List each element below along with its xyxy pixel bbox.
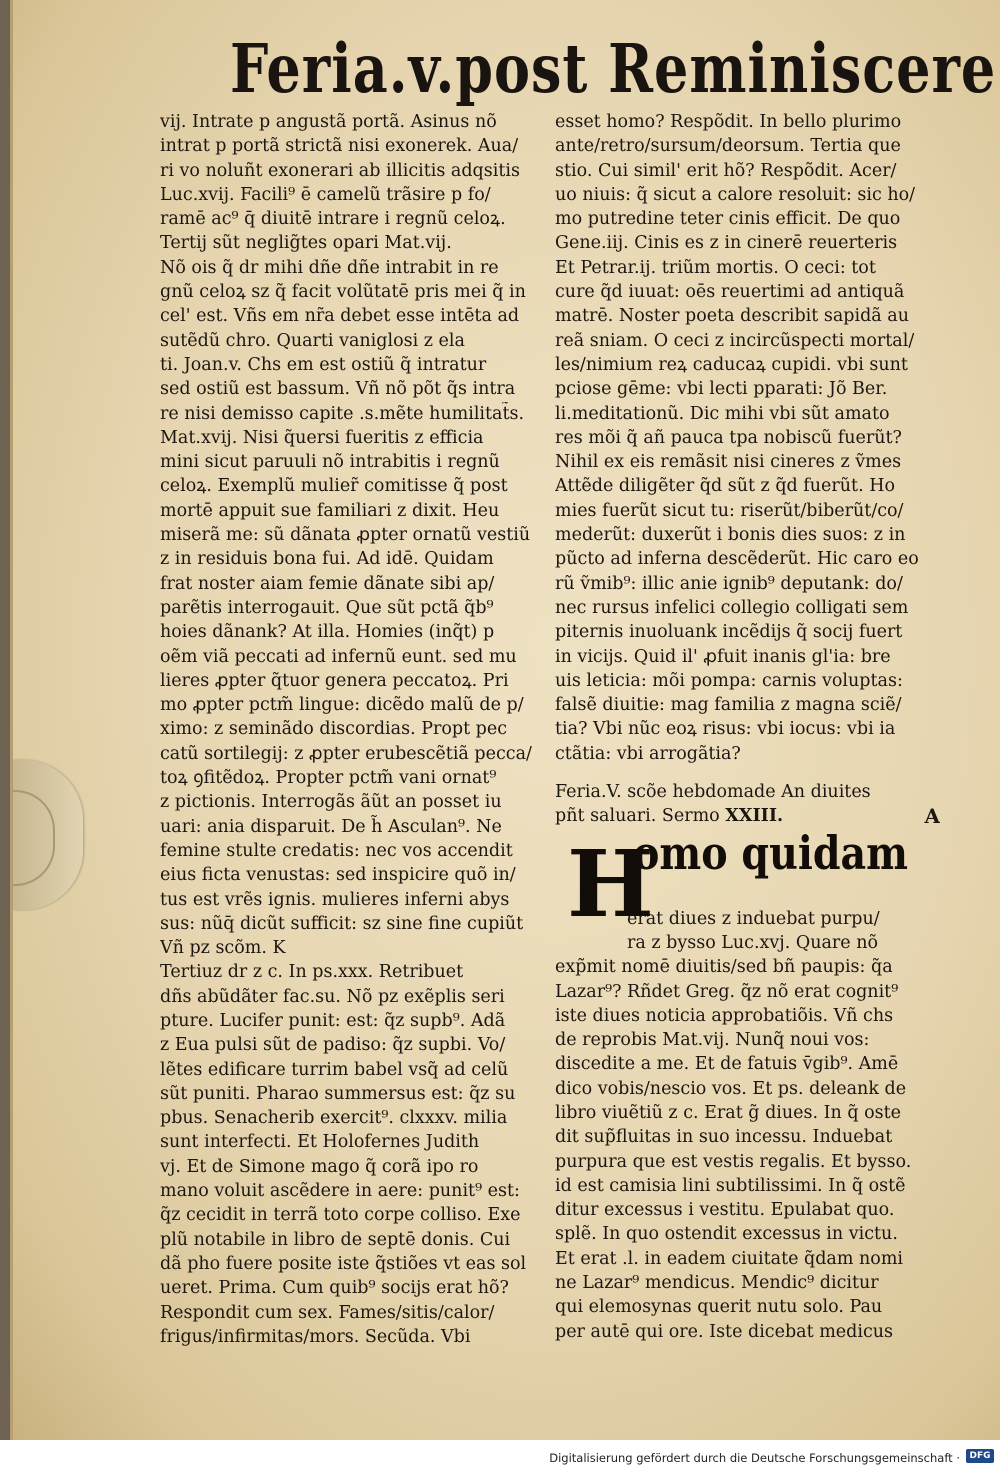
right-column: [555, 110, 940, 1344]
text-line: re nisi demisso capite .s.mẽte humilitat̃s.: [160, 403, 525, 424]
text-line: rũ ṽmib⁹: illic anie ignib⁹ deputank: do/: [555, 573, 903, 594]
text-line: Mat.xvij. Nisi q̃uersi fueritis z efficia: [160, 427, 484, 448]
text-line: ramē ac⁹ q̄ diuitē intrare i regnũ celoꝝ.: [160, 209, 506, 230]
text-line: ctãtia: vbi arrogãtia?: [555, 743, 741, 764]
text-line: sutẽdũ chro. Quarti vaniglosi z ela: [160, 330, 465, 351]
text-line: pbus. Senacherib exercit⁹. clxxxv. milia: [160, 1108, 508, 1129]
text-line: oẽm viã peccati ad infernũ eunt. sed mu: [160, 646, 517, 667]
text-line: per autē qui ore. Iste dicebat medicus: [555, 1321, 893, 1342]
text-line: toꝝ ꝯfitẽdoꝝ. Propter pctm̃ vani ornat⁹: [160, 768, 497, 789]
text-line: in vicijs. Quid il' ꝓfuit inanis gl'ia: bre: [555, 646, 891, 667]
decorated-initial: H: [567, 829, 654, 938]
text-line: Et Petrar.ij. triũm mortis. O ceci: tot: [555, 257, 876, 278]
sermon-number: XXIII.: [725, 806, 784, 827]
text-line: z in residuis bona fui. Ad idē. Quidam: [160, 549, 494, 570]
text-line: eius ficta venustas: sed inspicire quõ in/: [160, 865, 516, 886]
text-line: iste diues noticia approbatiõis. Vñ chs: [555, 1005, 894, 1026]
text-line: falsẽ diuitie: mag familia z magna sciẽ/: [555, 695, 902, 716]
text-line: mini sicut paruuli nõ intrabitis i regnũ: [160, 452, 500, 473]
text-line: Et erat .l. in eadem ciuitate q̃dam nomi: [555, 1248, 904, 1269]
text-line: catũ sortilegij: z ꝓpter erubescẽtiã pecca/: [160, 743, 532, 764]
text-line: z Eua pulsi sũt de padiso: q̃z supbi. Vo/: [160, 1035, 506, 1056]
text-line: hoies dãnank? At illa. Homies (inq̃t) p: [160, 622, 495, 643]
text-line: pciose gēme: vbi lecti pparati: Jõ Ber.: [555, 379, 888, 400]
text-line: z pictionis. Interrogãs ãũt an posset iu: [160, 792, 502, 813]
text-line: Lazar⁹? Rñdet Greg. q̃z nõ erat cognit⁹: [555, 981, 899, 1002]
text-line: dã pho fuere posite iste q̃stiões vt eas sol: [160, 1253, 527, 1274]
text-line: mies fuerũt sicut tu: riserũt/biberũt/co/: [555, 500, 904, 521]
text-line: stio. Cui simil' erit hõ? Respõdit. Acer/: [555, 160, 897, 181]
marginal-letter: A: [924, 804, 940, 829]
text-line: plũ notabile in libro de septē donis. Cui: [160, 1229, 511, 1250]
text-line: tus est vrẽs ignis. mulieres inferni abys: [160, 889, 510, 910]
text-line: pture. Lucifer punit: est: q̃z supb⁹. Adã: [160, 1010, 506, 1031]
text-line: Tertiuz dr z c. In ps.xxx. Retribuet: [160, 962, 464, 983]
sermon-heading-line-1: Feria.V. scõe hebdomade An diuites: [555, 782, 871, 803]
text-line: Gene.iij. Cinis es z in cinerē reuerteris: [555, 233, 898, 254]
text-line: ueret. Prima. Cum quib⁹ socijs erat hõ?: [160, 1278, 509, 1299]
text-line: sũt puniti. Pharao summersus est: q̃z su: [160, 1083, 516, 1104]
text-line: ti. Joan.v. Chs em est ostiũ q̃ intratur: [160, 354, 487, 375]
text-line: reã sniam. O ceci z incircũspecti mortal/: [555, 330, 915, 351]
text-line: gnũ celoꝝ sz q̃ facit volũtatē pris mei q̃ in: [160, 282, 526, 303]
text-line: ante/retro/sursum/deorsum. Tertia que: [555, 136, 901, 157]
text-line: id est camisia lini subtilissimi. In q̃ ostẽ: [555, 1175, 906, 1196]
text-line: uari: ania disparuit. De h̃ Asculan⁹. Ne: [160, 816, 502, 837]
text-line: exp̃mit nomē diuitis/sed bñ paupis: q̃a: [555, 957, 893, 978]
text-line: femine stulte credatis: nec vos accendit: [160, 840, 513, 861]
text-line: Nõ ois q̃ dr mihi dñe dñe intrabit in re: [160, 257, 499, 278]
text-line: lieres ꝓpter q̃tuor genera peccatoꝝ. Pri: [160, 670, 509, 691]
text-line: erat diues z induebat purpu/: [627, 908, 880, 929]
text-line: ximo: z seminãdo discordias. Propt pec: [160, 719, 508, 740]
text-line: de reprobis Mat.vij. Nunq̃ noui vos:: [555, 1030, 870, 1051]
text-line: frat noster aiam femie dãnate sibi ap/: [160, 573, 495, 594]
text-line: mederũt: duxerũt i bonis dies suos: z in: [555, 525, 906, 546]
text-line: parẽtis interrogauit. Que sũt pctã q̃b⁹: [160, 597, 494, 618]
incipit-text: omo quidam: [633, 825, 909, 880]
text-line: ne Lazar⁹ mendicus. Mendic⁹ dicitur: [555, 1273, 879, 1294]
dfg-logo: DFG: [966, 1449, 994, 1463]
text-line: dñs abũdãter fac.su. Nõ pz exẽplis seri: [160, 986, 505, 1007]
text-line: libro viuẽtiũ z c. Erat g̃ diues. In q̃ oste: [555, 1102, 902, 1123]
text-line: intrat p portã strictã nisi exonerek. Aua/: [160, 136, 519, 157]
text-line: mo ꝓpter pctm̃ lingue: dicẽdo malũ de p/: [160, 695, 524, 716]
text-line: res mõi q̃ añ pauca tpa nobiscũ fuerũt?: [555, 427, 902, 448]
text-line: discedite a me. Et de fatuis v̄gib⁹. Amē: [555, 1054, 899, 1075]
text-line: Respondit cum sex. Fames/sitis/calor/: [160, 1302, 495, 1323]
text-line: Luc.xvij. Facili⁹ ē camelũ trãsire p fo/: [160, 184, 491, 205]
text-line: Vñ pz scõm. K: [160, 938, 286, 959]
sermon-heading-text: pñt saluari. Sermo: [555, 806, 720, 827]
text-line: pũcto ad inferna descẽderũt. Hic caro eo: [555, 549, 919, 570]
text-line: cure q̃d iuuat: oēs reuertimi ad antiquã: [555, 282, 905, 303]
text-line: sed ostiũ est bassum. Vñ nõ põt q̃s intra: [160, 379, 516, 400]
text-line: mo putredine teter cinis efficit. De quo: [555, 209, 901, 230]
text-line: uis leticia: mõi pompa: carnis voluptas:: [555, 670, 903, 691]
text-line: frigus/infirmitas/mors. Secũda. Vbi: [160, 1326, 471, 1347]
text-line: sunt interfecti. Et Holofernes Judith: [160, 1132, 480, 1153]
text-line: qui elemosynas querit nutu solo. Pau: [555, 1297, 883, 1318]
right-column-top-text: [555, 110, 940, 766]
text-line: dico vobis/nescio vos. Et ps. deleank de: [555, 1078, 907, 1099]
running-header: Feria.v.post Reminiscere: [230, 28, 997, 108]
text-line: mano voluit ascẽdere in aere: punit⁹ est:: [160, 1181, 520, 1202]
text-line: Attẽde diligẽter q̃d sũt z q̃d fuerũt. Ho: [555, 476, 896, 497]
text-line: splẽ. In quo ostendit excessus in victu.: [555, 1224, 898, 1245]
text-line: nec rursus infelici collegio colligati sem: [555, 597, 909, 618]
text-line: tia? Vbi nũc eoꝝ risus: vbi iocus: vbi ia: [555, 719, 896, 740]
text-line: vij. Intrate p angustã portã. Asinus nõ: [160, 112, 497, 132]
text-line: Tertij sũt neglig̃tes opari Mat.vij.: [160, 233, 452, 254]
text-line: lẽtes edificare turrim babel vsq̃ ad celũ: [160, 1059, 509, 1080]
text-line: miserã me: sũ dãnata ꝓpter ornatũ vestiũ: [160, 525, 531, 546]
right-column-bottom-text: [555, 955, 940, 1344]
text-line: cel' est. Vñs em nr̃a debet esse intēta ad: [160, 306, 520, 327]
text-line: esset homo? Respõdit. In bello plurimo: [555, 112, 902, 132]
text-line: ri vo noluñt exonerari ab illicitis adqsitis: [160, 160, 520, 181]
text-line: mortē appuit sue familiari z dixit. Heu: [160, 500, 500, 521]
text-line: celoꝝ. Exemplũ mulier̃ comitisse q̃ post: [160, 476, 508, 497]
text-line: les/nimium reꝝ caducaꝝ cupidi. vbi sunt: [555, 354, 908, 375]
text-line: ditur excessus i vestitu. Epulabat quo.: [555, 1200, 895, 1221]
text-line: dit sup̃fluitas in suo incessu. Induebat: [555, 1127, 893, 1148]
text-line: purpura que est vestis regalis. Et bysso.: [555, 1151, 912, 1172]
text-line: piternis inuoluank incẽdijs q̃ socij fuert: [555, 622, 903, 643]
left-column: [160, 110, 545, 1349]
text-line: li.meditationũ. Dic mihi vbi sũt amato: [555, 403, 890, 424]
text-line: matrē. Noster poeta describit sapidã au: [555, 306, 909, 327]
text-line: q̃z cecidit in terrã toto corpe colliso. Exe: [160, 1205, 521, 1226]
text-line: Nihil ex eis remãsit nisi cineres z ṽmes: [555, 452, 902, 473]
text-line: sus: nũq̄ dicũt sufficit: sz sine fine cupiũt: [160, 913, 524, 934]
text-line: uo niuis: q̃ sicut a calore resoluit: sic ho/: [555, 184, 916, 205]
text-line: ra z bysso Luc.xvj. Quare nõ: [627, 932, 878, 953]
text-line: vj. Et de Simone mago q̃ corã ipo ro: [160, 1156, 479, 1177]
digitization-footer: [0, 1440, 1000, 1471]
footer-credit: Digitalisierung gefördert durch die Deutsche Forschungsgemeinschaft ·: [549, 1451, 960, 1465]
